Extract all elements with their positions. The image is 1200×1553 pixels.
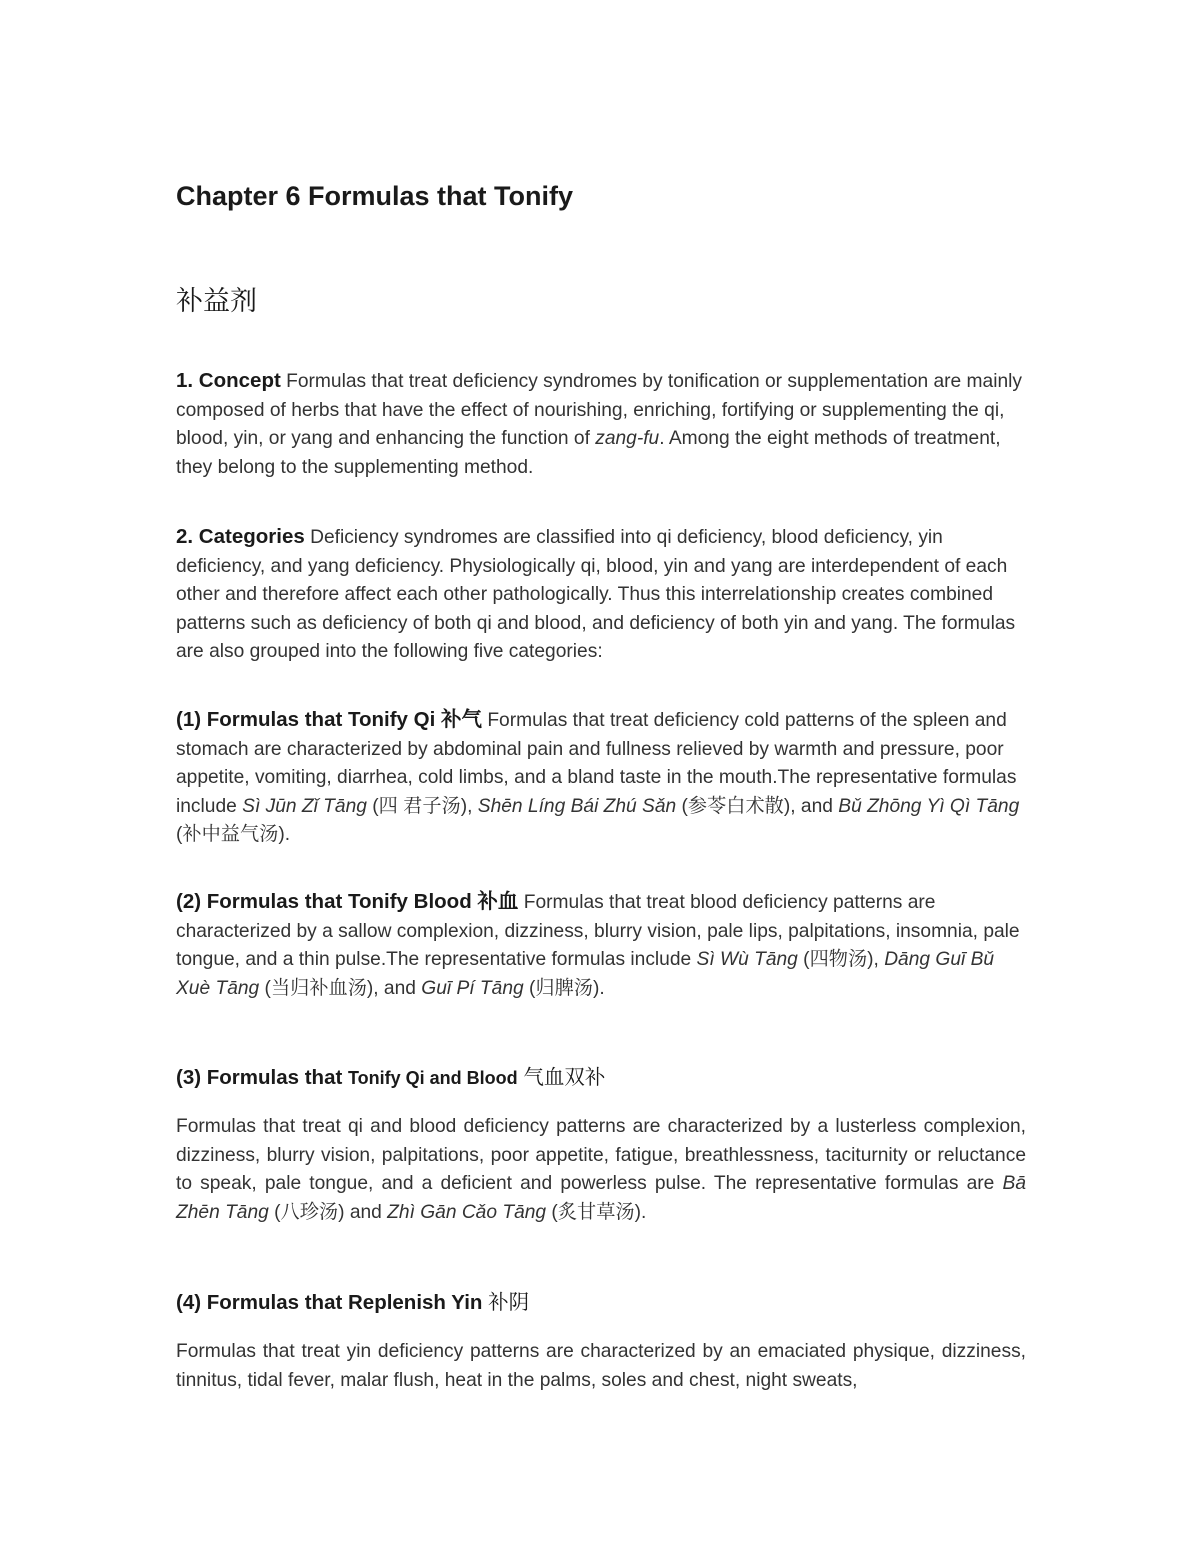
concept-term: zang-fu xyxy=(595,428,660,450)
formula-si-jun-zi-tang: Sì Jūn Zǐ Tāng xyxy=(242,795,367,817)
tonify-blood-paragraph xyxy=(176,888,1026,1003)
page-title: Chapter 6 Formulas that Tonify xyxy=(176,181,574,211)
formula-cn-name: (炙甘草汤). xyxy=(546,1201,647,1223)
qi-blood-heading-text-small: Tonify Qi and Blood xyxy=(348,1068,518,1088)
tonify-blood-label: (2) Formulas that Tonify Blood 补血 xyxy=(176,890,519,913)
replenish-yin-heading-cn: 补阴 xyxy=(482,1291,530,1314)
formula-cn-name: (参苓白术散), and xyxy=(676,795,839,817)
formula-cn-name: (八珍汤) and xyxy=(268,1201,388,1223)
formula-gui-pi-tang: Guī Pí Tāng xyxy=(421,977,524,999)
replenish-yin-heading-text: (4) Formulas that Replenish Yin xyxy=(176,1291,483,1314)
tonify-qi-label: (1) Formulas that Tonify Qi 补气 xyxy=(176,708,482,731)
concept-label: 1. Concept xyxy=(176,369,281,392)
qi-blood-heading-cn: 气血双补 xyxy=(517,1066,606,1089)
formula-cn-name: (补中益气汤). xyxy=(176,824,291,846)
tonify-qi-text: Formulas that treat deficiency cold patterns of the spleen and stomach are characterized by abdominal pain and fullness relieved by warmth and pressure, poor appetite, vomiting, diarrhea, cold limbs, and a bland taste in the mouth.The representative formulas include xyxy=(176,710,1017,817)
formula-bu-zhong-yi-qi-tang: Bǔ Zhōng Yì Qì Tāng xyxy=(838,795,1020,817)
categories-label: 2. Categories xyxy=(176,525,305,548)
concept-paragraph xyxy=(176,367,1026,482)
formula-cn-name: (四 君子汤), xyxy=(366,795,478,817)
formula-zhi-gan-cao-tang: Zhì Gān Cǎo Tāng xyxy=(387,1201,547,1223)
formula-ba-zhen-tang: Bā Zhēn Tāng xyxy=(176,1173,1026,1223)
qi-blood-heading xyxy=(176,1060,605,1090)
chinese-title: 补益剂 xyxy=(176,286,257,316)
formula-cn-name: (四物汤), xyxy=(797,949,885,971)
formula-si-wu-tang: Sì Wù Tāng xyxy=(696,949,798,971)
tonify-qi-paragraph xyxy=(176,706,1026,850)
categories-paragraph xyxy=(176,523,1026,667)
replenish-yin-heading xyxy=(176,1285,529,1315)
qi-blood-text: Formulas that treat qi and blood deficiency patterns are characterized by a lusterless complexion, dizziness, blurry vision, palpitations, poor appetite, fatigue, breathlessness, taciturnity or reluctance to speak, pale tongue, and a deficient and powerless pulse. The representative formulas are xyxy=(176,1116,1026,1195)
tonify-blood-text: Formulas that treat blood deficiency patterns are characterized by a sallow complexion, dizziness, blurry vision, pale lips, palpitations, insomnia, pale tongue, and a thin pulse.The representative formulas include xyxy=(176,892,1020,971)
formula-shen-ling-bai-zhu-san: Shēn Líng Bái Zhú Sǎn xyxy=(477,795,677,817)
concept-text-end: . Among the eight methods of treatment, they belong to the supplementing method. xyxy=(176,428,1001,478)
replenish-yin-paragraph xyxy=(176,1338,1026,1395)
replenish-yin-text: Formulas that treat yin deficiency patterns are characterized by an emaciated physique, dizziness, tinnitus, tidal fever, malar flush, heat in the palms, soles and chest, night sweats, xyxy=(176,1341,1026,1391)
qi-blood-heading-text: (3) Formulas that xyxy=(176,1066,348,1089)
categories-text: Deficiency syndromes are classified into qi deficiency, blood deficiency, yin deficiency, and yang deficiency. Physiologically qi, blood, yin and yang are interdependent of each other and therefore affect each other pathologically. Thus this interrelationship creates combined patterns such as deficiency of both qi and blood, and deficiency of both yin and yang. The formulas are also grouped into the following five categories: xyxy=(176,527,1016,663)
formula-dang-gui-bu-xue-tang: Dāng Guī Bǔ Xuè Tāng xyxy=(176,949,995,999)
qi-blood-paragraph xyxy=(176,1113,1026,1227)
formula-cn-name: (当归补血汤), and xyxy=(259,977,422,999)
formula-cn-name: (归脾汤). xyxy=(523,977,605,999)
concept-text: Formulas that treat deficiency syndromes by tonification or supplementation are mainly composed of herbs that have the effect of nourishing, enriching, fortifying or supplementing the qi, blood, yin, or yang and enhancing the function of xyxy=(176,371,1022,450)
